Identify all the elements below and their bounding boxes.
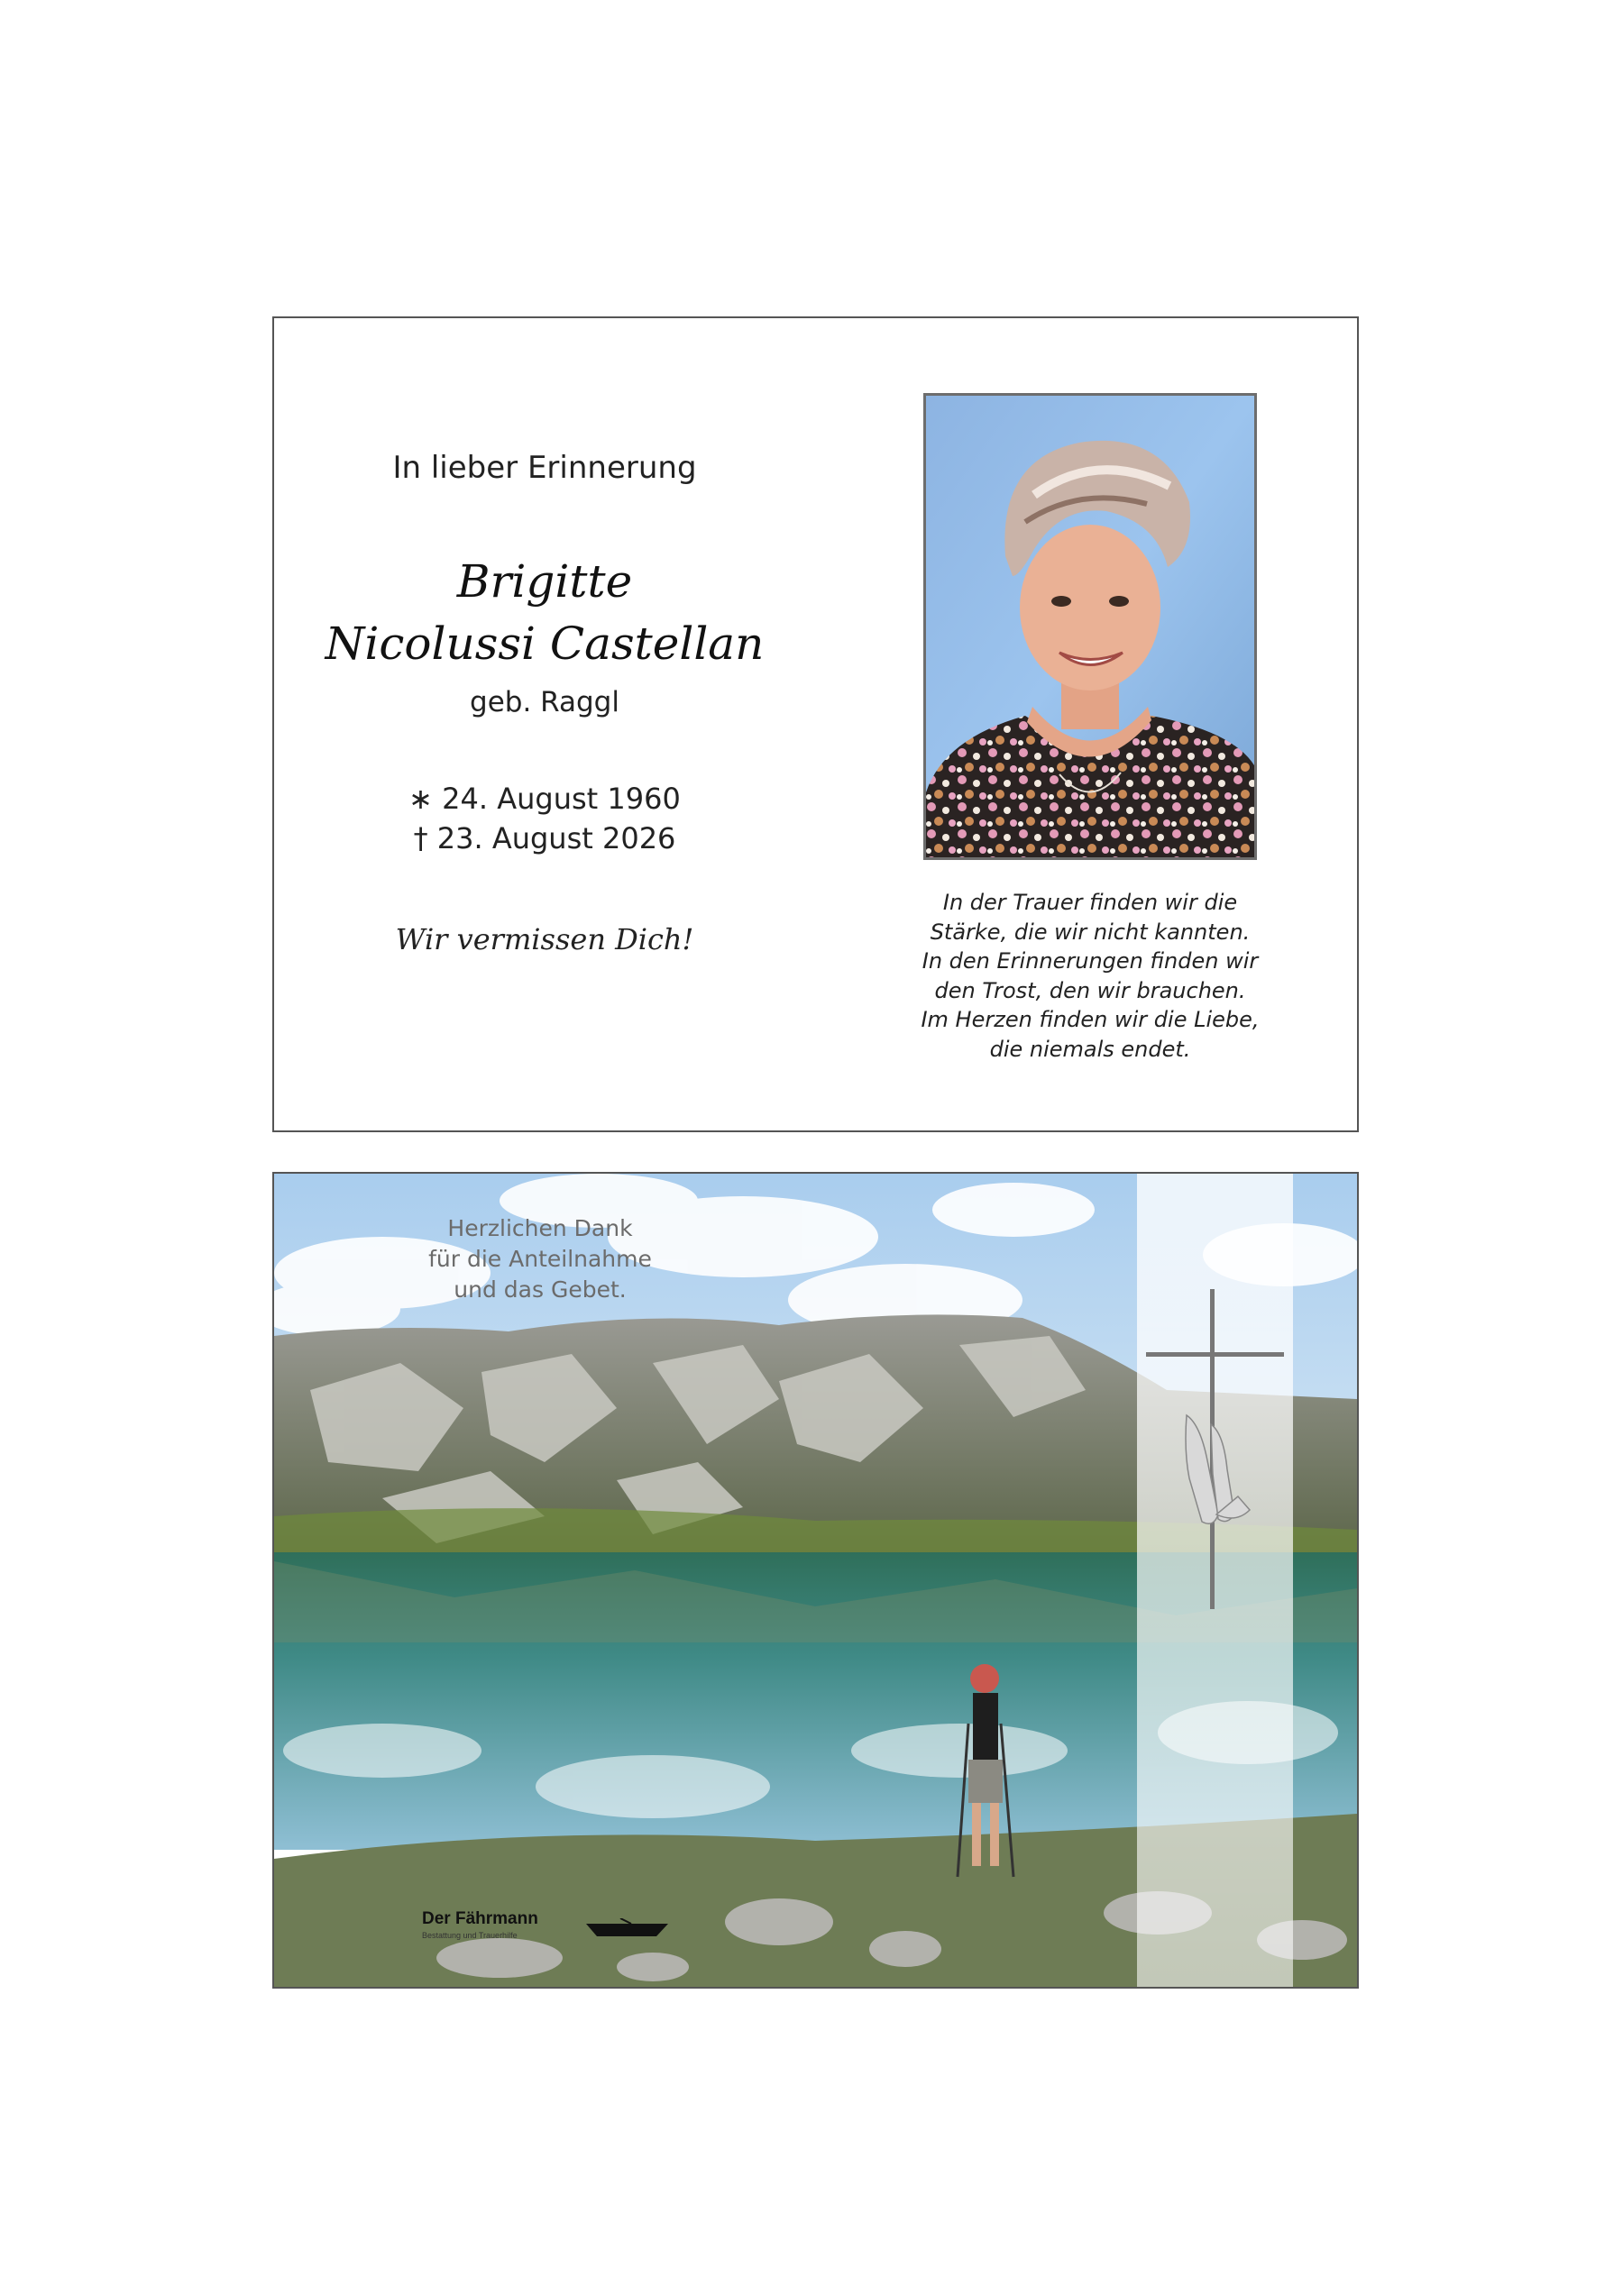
logo-subtitle: Bestattung und Trauerhilfe — [422, 1931, 518, 1940]
poem — [896, 888, 1284, 1064]
poem-line: Im Herzen finden wir die Liebe, — [921, 1007, 1260, 1032]
logo-title: Der Fährmann — [422, 1909, 538, 1928]
poem-line: In den Erinnerungen finden wir — [922, 948, 1259, 974]
thanks-text — [391, 1213, 689, 1305]
farewell-text: Wir vermissen Dich! — [395, 922, 694, 956]
portrait-photo — [923, 393, 1257, 860]
last-name: Nicolussi Castellan — [325, 617, 765, 670]
praying-hands-icon — [1186, 1415, 1250, 1523]
memorial-card-front — [272, 316, 1359, 1132]
thanks-line: und das Gebet. — [454, 1276, 627, 1303]
funeral-home-logo — [422, 1909, 674, 1954]
maiden-name: geb. Raggl — [470, 686, 619, 718]
first-name: Brigitte — [456, 555, 633, 608]
cross-icon — [1137, 1289, 1293, 1614]
thanks-line: für die Anteilnahme — [428, 1246, 652, 1272]
poem-line: In der Trauer finden wir die — [942, 890, 1238, 915]
intro-text: In lieber Erinnerung — [392, 450, 697, 486]
poem-line: die niemals endet. — [989, 1036, 1191, 1062]
poem-line: den Trost, den wir brauchen. — [934, 977, 1246, 1003]
poem-line: Stärke, die wir nicht kannten. — [930, 919, 1251, 945]
thanks-line: Herzlichen Dank — [447, 1215, 633, 1241]
memorial-card-back — [272, 1172, 1359, 1989]
boat-icon — [584, 1918, 670, 1938]
birth-date: ∗ 24. August 1960 — [408, 782, 681, 816]
death-date: † 23. August 2026 — [413, 821, 676, 855]
